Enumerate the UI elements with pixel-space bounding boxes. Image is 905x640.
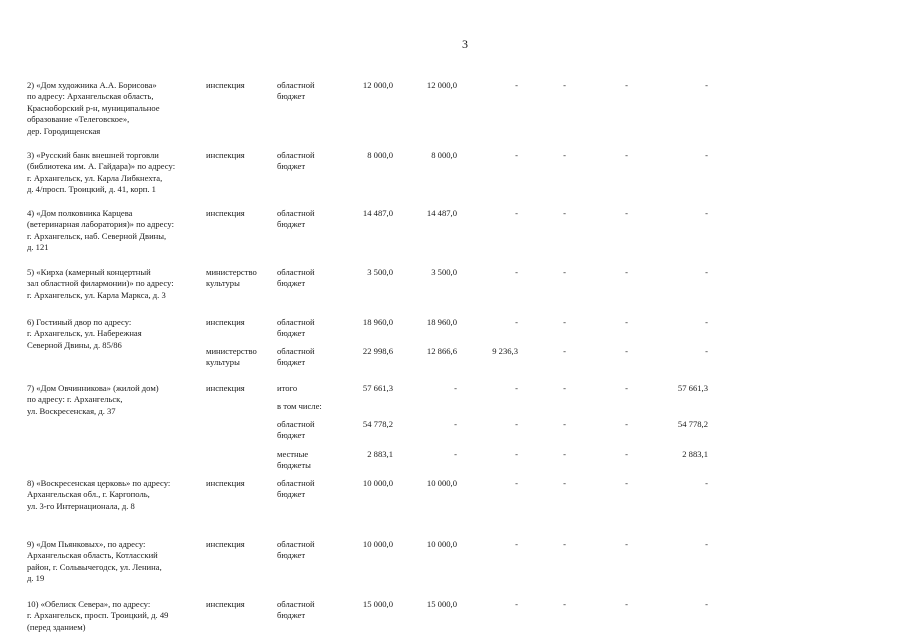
responsible-executor: инспекция (206, 317, 245, 327)
year-4-amount: - (625, 599, 628, 609)
year-4-amount: - (625, 346, 628, 356)
year-3-amount: - (563, 317, 566, 327)
year-2-amount: - (515, 478, 518, 488)
responsible-executor: инспекция (206, 478, 245, 488)
responsible-executor: инспекция (206, 539, 245, 549)
year-2-amount: - (515, 419, 518, 429)
year-1-amount: - (454, 383, 457, 393)
year-4-amount: - (625, 317, 628, 327)
year-2-amount: - (515, 267, 518, 277)
year-3-amount: - (563, 208, 566, 218)
year-5-amount: 2 883,1 (682, 449, 708, 459)
funding-source: областной бюджет (277, 150, 315, 172)
year-2-amount: - (515, 383, 518, 393)
year-2-amount: - (515, 539, 518, 549)
year-1-amount: - (454, 449, 457, 459)
year-4-amount: - (625, 150, 628, 160)
year-1-amount: 3 500,0 (431, 267, 457, 277)
total-amount: 10 000,0 (362, 539, 393, 549)
total-amount: 2 883,1 (367, 449, 393, 459)
year-4-amount: - (625, 478, 628, 488)
year-3-amount: - (563, 150, 566, 160)
total-amount: 8 000,0 (367, 150, 393, 160)
year-5-amount: 54 778,2 (677, 419, 708, 429)
funding-source: областной бюджет (277, 478, 315, 500)
total-amount: 18 960,0 (362, 317, 393, 327)
year-4-amount: - (625, 419, 628, 429)
total-amount: 57 661,3 (362, 383, 393, 393)
year-3-amount: - (563, 449, 566, 459)
total-amount: 12 000,0 (362, 80, 393, 90)
year-2-amount: - (515, 150, 518, 160)
year-5-amount: - (705, 539, 708, 549)
year-5-amount: - (705, 80, 708, 90)
year-3-amount: - (563, 383, 566, 393)
funding-source: областной бюджет (277, 346, 315, 368)
year-2-amount: - (515, 599, 518, 609)
object-name: 8) «Воскресенская церковь» по адресу: Архангельская обл., г. Каргополь, ул. 3-го Интернационала, д. 8 (27, 478, 171, 511)
funding-source: местные бюджеты (277, 449, 311, 471)
year-1-amount: 18 960,0 (426, 317, 457, 327)
total-amount: 10 000,0 (362, 478, 393, 488)
year-1-amount: 12 000,0 (426, 80, 457, 90)
responsible-executor: министерство культуры (206, 346, 257, 368)
responsible-executor: инспекция (206, 150, 245, 160)
year-3-amount: - (563, 80, 566, 90)
year-3-amount: - (563, 539, 566, 549)
year-2-amount: - (515, 317, 518, 327)
funding-source: областной бюджет (277, 80, 315, 102)
year-3-amount: - (563, 346, 566, 356)
responsible-executor: инспекция (206, 208, 245, 218)
year-4-amount: - (625, 267, 628, 277)
page-number: 3 (462, 37, 468, 51)
object-name: 3) «Русский банк внешней торговли (библиотека им. А. Гайдара)» по адресу: г. Архангельск, ул. Карла Либкнехта, д. 4/просп. Троицкий, д. 41, корп. 1 (27, 150, 176, 195)
funding-source: областной бюджет (277, 267, 315, 289)
total-amount: 22 998,6 (362, 346, 393, 356)
year-1-amount: 10 000,0 (426, 539, 457, 549)
object-name: 10) «Обелиск Севера», по адресу: г. Архангельск, просп. Троицкий, д. 49 (перед зданием) (27, 599, 169, 632)
year-5-amount: 57 661,3 (677, 383, 708, 393)
year-2-amount: - (515, 449, 518, 459)
year-2-amount: - (515, 208, 518, 218)
object-name: 2) «Дом художника А.А. Борисова» по адресу: Архангельская область, Красноборский р-н, муниципальное образование «Телеговское», дер. Городищенская (27, 80, 160, 136)
funding-source: областной бюджет (277, 599, 315, 621)
year-4-amount: - (625, 208, 628, 218)
funding-source: областной бюджет (277, 317, 315, 339)
year-5-amount: - (705, 599, 708, 609)
funding-source: областной бюджет (277, 419, 315, 441)
year-5-amount: - (705, 478, 708, 488)
year-1-amount: 8 000,0 (431, 150, 457, 160)
funding-source: областной бюджет (277, 208, 315, 230)
object-name: 9) «Дом Пьянковых», по адресу: Архангельская область, Котласский район, г. Сольвычегодск, ул. Ленина, д. 19 (27, 539, 162, 584)
funding-source: в том числе: (277, 401, 322, 411)
funding-source: областной бюджет (277, 539, 315, 561)
year-5-amount: - (705, 267, 708, 277)
year-1-amount: - (454, 419, 457, 429)
year-1-amount: 12 866,6 (426, 346, 457, 356)
year-4-amount: - (625, 383, 628, 393)
year-4-amount: - (625, 539, 628, 549)
year-1-amount: 14 487,0 (426, 208, 457, 218)
year-4-amount: - (625, 449, 628, 459)
year-2-amount: - (515, 80, 518, 90)
funding-source: итого (277, 383, 298, 393)
year-3-amount: - (563, 419, 566, 429)
object-name: 4) «Дом полковника Карцева (ветеринарная лаборатория)» по адресу: г. Архангельск, наб. Северной Двины, д. 121 (27, 208, 174, 253)
year-1-amount: 15 000,0 (426, 599, 457, 609)
year-5-amount: - (705, 346, 708, 356)
responsible-executor: инспекция (206, 599, 245, 609)
year-1-amount: 10 000,0 (426, 478, 457, 488)
object-name: 7) «Дом Овчинникова» (жилой дом) по адресу: г. Архангельск, ул. Воскресенская, д. 37 (27, 383, 159, 416)
year-2-amount: 9 236,3 (492, 346, 518, 356)
year-4-amount: - (625, 80, 628, 90)
year-3-amount: - (563, 267, 566, 277)
responsible-executor: инспекция (206, 80, 245, 90)
total-amount: 15 000,0 (362, 599, 393, 609)
year-3-amount: - (563, 478, 566, 488)
total-amount: 54 778,2 (362, 419, 393, 429)
responsible-executor: инспекция (206, 383, 245, 393)
total-amount: 14 487,0 (362, 208, 393, 218)
object-name: 6) Гостиный двор по адресу: г. Архангельск, ул. Набережная Северной Двины, д. 85/86 (27, 317, 142, 350)
total-amount: 3 500,0 (367, 267, 393, 277)
object-name: 5) «Кирха (камерный концертный зал областной филармонии)» по адресу: г. Архангельск, ул. Карла Маркса, д. 3 (27, 267, 174, 300)
year-3-amount: - (563, 599, 566, 609)
year-5-amount: - (705, 317, 708, 327)
year-5-amount: - (705, 208, 708, 218)
responsible-executor: министерство культуры (206, 267, 257, 289)
year-5-amount: - (705, 150, 708, 160)
